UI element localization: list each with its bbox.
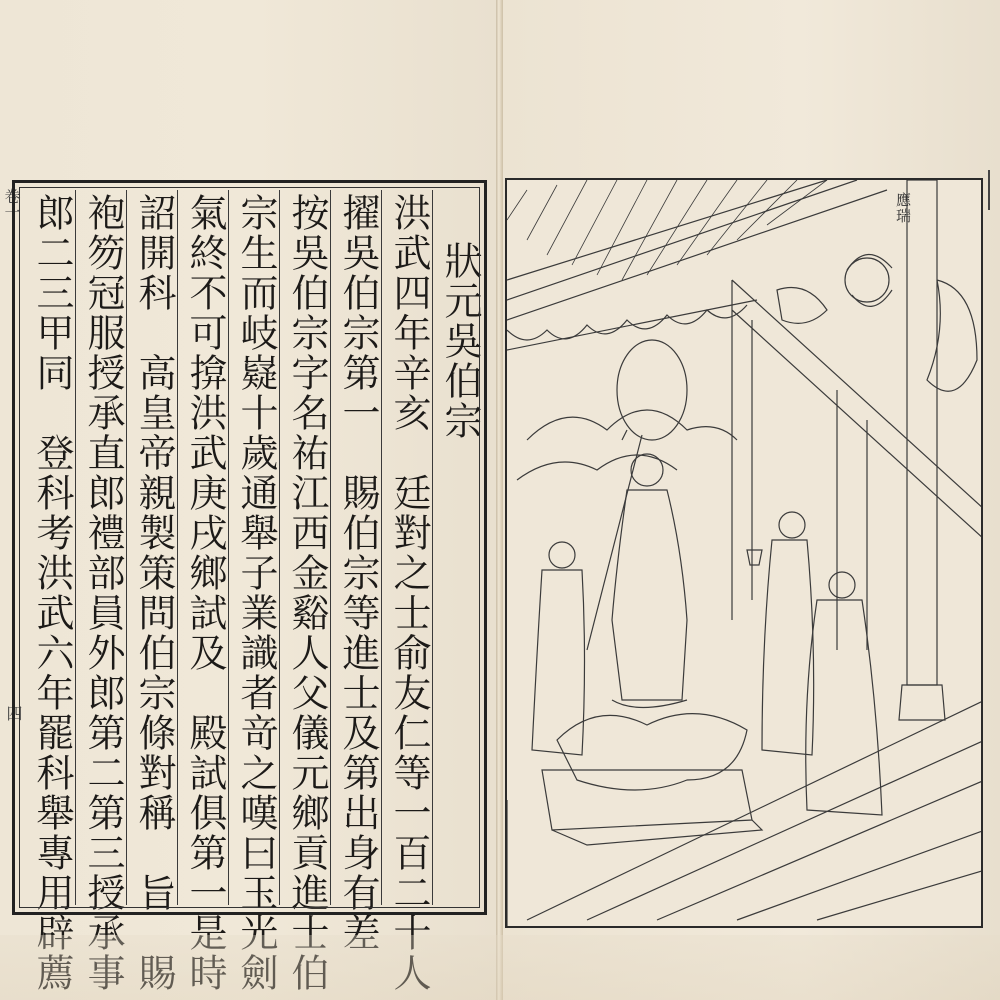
text-column-4: 宗生而岐嶷十歲通舉子業識者竒之嘆曰玉光劍	[234, 193, 278, 993]
text-column-title: 狀元吳伯宗	[438, 241, 482, 441]
text-panel	[12, 180, 487, 993]
right-margin-mark	[988, 170, 996, 210]
page-bottom-edge	[0, 935, 1000, 1000]
book-gutter	[496, 0, 503, 1000]
chapter-margin-label: 卷一	[2, 188, 21, 220]
text-column-1: 洪武四年辛亥 廷對之士俞友仁等一百二十人	[387, 193, 431, 993]
text-column-8: 郎二三甲同 登科考洪武六年罷科舉專用辟薦	[30, 193, 74, 993]
page-number: 四	[4, 705, 23, 721]
text-column-2: 擢吳伯宗第一 賜伯宗等進士及第出身有差	[336, 193, 380, 953]
text-column-5: 氣終不可揜洪武庚戌鄉試及 殿試俱第一是時	[183, 193, 227, 993]
text-column-3: 按吳伯宗字名祐江西金谿人父儀元鄉貢進士伯	[285, 193, 329, 993]
text-column-6: 詔開科 高皇帝親製策問伯宗條對稱 旨 賜	[132, 193, 176, 993]
illustration-drawing	[507, 180, 983, 928]
text-column-7: 袍笏冠服授承直郎禮部員外郎第二第三授承事	[81, 193, 125, 993]
woodblock-illustration	[505, 178, 983, 928]
illustration-caption: 應瑞	[894, 192, 912, 224]
